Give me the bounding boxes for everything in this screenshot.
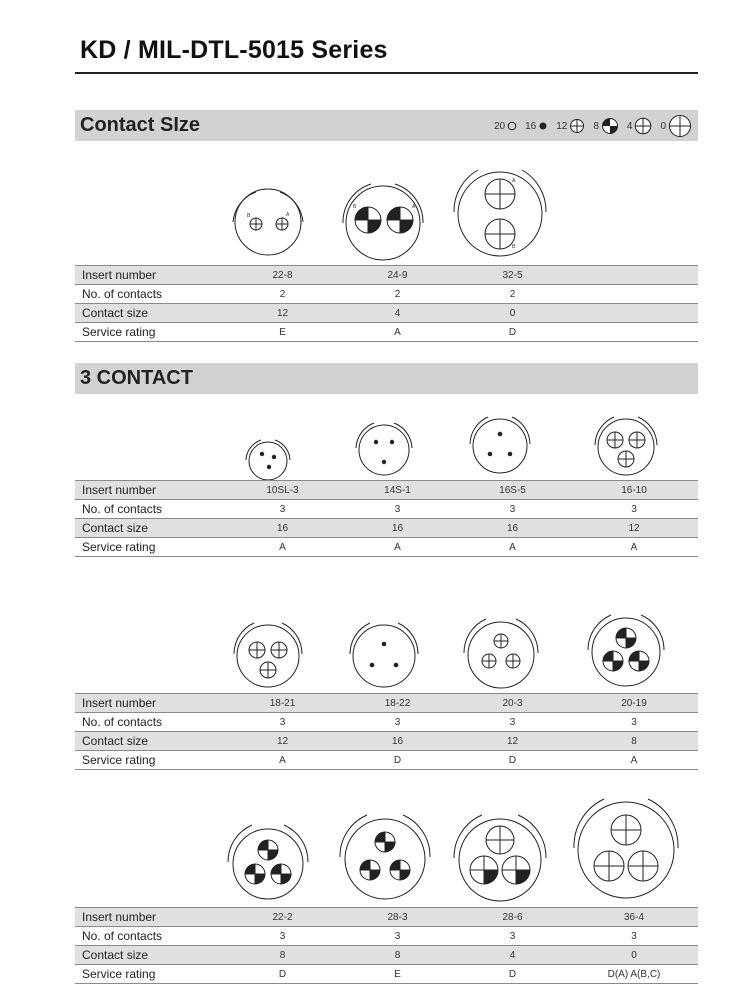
cell: A	[225, 751, 340, 770]
row-contact-size	[75, 304, 698, 323]
legend-item-16	[525, 121, 548, 132]
legend-label: 4	[626, 120, 633, 132]
cell: A	[570, 538, 698, 557]
cell: 32-5	[455, 266, 570, 285]
row-contact-size	[75, 519, 698, 538]
cell: 16-10	[570, 481, 698, 500]
pin-label: A	[286, 212, 290, 218]
insert-drawing-14s-1	[354, 420, 414, 480]
cell: 16	[225, 519, 340, 538]
cell: 12	[455, 732, 570, 751]
cell: 24-9	[340, 266, 455, 285]
cell: 16	[340, 732, 455, 751]
cell-empty	[570, 285, 698, 304]
cell: 3	[340, 713, 455, 732]
cell: 18-22	[340, 694, 455, 713]
cell: 20-19	[570, 694, 698, 713]
legend-item-4	[627, 117, 653, 135]
cell: 4	[455, 946, 570, 965]
label-insert-number: Insert number	[75, 908, 225, 927]
cell: D	[455, 751, 570, 770]
insert-drawing-16-10	[593, 414, 659, 480]
cell: 3	[570, 713, 698, 732]
three-contact-banner	[75, 363, 698, 394]
insert-drawing-20-3	[462, 616, 540, 694]
label-no-of-contacts: No. of contacts	[75, 927, 225, 946]
label-insert-number: Insert number	[75, 266, 225, 285]
insert-drawing-32-5	[452, 166, 548, 262]
cell: A	[225, 538, 340, 557]
cell-empty	[570, 304, 698, 323]
legend-label: 20	[493, 120, 506, 132]
cell: 16S-5	[455, 481, 570, 500]
insert-drawing-18-21	[232, 620, 304, 692]
pin-label: A	[412, 204, 416, 210]
pin-label: A	[512, 178, 516, 184]
crosshair-circle-icon	[634, 117, 652, 135]
cell: 3	[455, 927, 570, 946]
cell: 2	[455, 285, 570, 304]
label-contact-size: Contact size	[75, 304, 225, 323]
legend-item-20	[494, 121, 517, 132]
legend-label: 16	[525, 120, 537, 132]
cell: 3	[225, 713, 340, 732]
row-no-of-contacts	[75, 927, 698, 946]
cell: 28-3	[340, 908, 455, 927]
row-contact-size	[75, 946, 698, 965]
cell: 4	[340, 304, 455, 323]
cell: A	[455, 538, 570, 557]
row-insert-number	[75, 908, 698, 927]
insert-drawing-22-2	[226, 822, 310, 906]
cell: 3	[455, 713, 570, 732]
cell: 12	[570, 519, 698, 538]
cell: 12	[225, 304, 340, 323]
insert-drawing-10sl-3	[243, 436, 293, 486]
cell: 0	[570, 946, 698, 965]
label-contact-size: Contact size	[75, 946, 225, 965]
insert-drawing-36-4	[572, 796, 680, 904]
row-service-rating	[75, 323, 698, 342]
insert-drawing-24-9	[338, 178, 428, 268]
legend-item-8	[593, 117, 619, 135]
label-insert-number: Insert number	[75, 694, 225, 713]
row-service-rating	[75, 538, 698, 557]
insert-drawing-28-6	[452, 812, 548, 908]
insert-drawing-22-8	[228, 182, 308, 262]
cell: 8	[225, 946, 340, 965]
row-no-of-contacts	[75, 713, 698, 732]
legend-label: 12	[556, 120, 568, 132]
label-no-of-contacts: No. of contacts	[75, 500, 225, 519]
crosshair-circle-icon	[569, 118, 585, 134]
row-service-rating	[75, 965, 698, 984]
spec-table-three-contact-2	[75, 693, 698, 770]
label-no-of-contacts: No. of contacts	[75, 285, 225, 304]
contact-size-legend	[488, 116, 692, 136]
large-crosshair-circle-icon	[668, 114, 692, 138]
cell: 3	[225, 500, 340, 519]
row-contact-size	[75, 732, 698, 751]
insert-drawing-16s-5	[468, 414, 532, 478]
cell: 16	[340, 519, 455, 538]
cell: D	[455, 965, 570, 984]
cell: 3	[225, 927, 340, 946]
cell: 2	[225, 285, 340, 304]
cell: 8	[340, 946, 455, 965]
cell: 36-4	[570, 908, 698, 927]
label-service-rating: Service rating	[75, 751, 225, 770]
legend-label: 0	[660, 120, 666, 132]
label-service-rating: Service rating	[75, 538, 225, 557]
three-contact-heading: 3 CONTACT	[80, 367, 193, 389]
cell: D	[340, 751, 455, 770]
cell: 0	[455, 304, 570, 323]
pin-label: B	[353, 204, 357, 210]
spec-table-three-contact-1	[75, 480, 698, 557]
cell-empty	[570, 266, 698, 285]
page-title: KD / MIL-DTL-5015 Series	[80, 36, 388, 64]
cell: 3	[455, 500, 570, 519]
pin-label: B	[512, 244, 516, 250]
row-insert-number	[75, 694, 698, 713]
row-insert-number	[75, 266, 698, 285]
label-contact-size: Contact size	[75, 519, 225, 538]
cell: D	[455, 323, 570, 342]
cell: 3	[570, 500, 698, 519]
legend-label: 8	[593, 120, 599, 132]
spec-table-three-contact-3	[75, 907, 698, 984]
open-circle-icon	[507, 121, 517, 131]
contact-size-heading: Contact SIze	[80, 114, 201, 136]
row-no-of-contacts	[75, 500, 698, 519]
cell: D(A) A(B,C)	[570, 965, 698, 984]
row-service-rating	[75, 751, 698, 770]
row-no-of-contacts	[75, 285, 698, 304]
insert-drawing-18-22	[348, 620, 420, 692]
cell: 22-2	[225, 908, 340, 927]
insert-drawing-28-3	[338, 812, 432, 906]
cell: 8	[570, 732, 698, 751]
cell: 22-8	[225, 266, 340, 285]
cell: 3	[570, 927, 698, 946]
contact-size-banner	[75, 110, 698, 141]
cell: 10SL-3	[225, 481, 340, 500]
legend-item-12	[556, 118, 585, 134]
cell: A	[340, 538, 455, 557]
legend-item-0	[660, 114, 692, 138]
cell: E	[340, 965, 455, 984]
label-service-rating: Service rating	[75, 965, 225, 984]
label-service-rating: Service rating	[75, 323, 225, 342]
row-insert-number	[75, 481, 698, 500]
cell: 2	[340, 285, 455, 304]
cell: 14S-1	[340, 481, 455, 500]
cell: 12	[225, 732, 340, 751]
cell: 3	[340, 500, 455, 519]
label-insert-number: Insert number	[75, 481, 225, 500]
cell: 18-21	[225, 694, 340, 713]
cell: 16	[455, 519, 570, 538]
insert-drawing-20-19	[586, 612, 666, 692]
spec-table-contact-size	[75, 265, 698, 342]
pin-label: B	[247, 213, 251, 219]
cell: E	[225, 323, 340, 342]
cell: D	[225, 965, 340, 984]
cell: A	[340, 323, 455, 342]
filled-dot-icon	[538, 121, 548, 131]
cell: A	[570, 751, 698, 770]
quartered-circle-icon	[601, 117, 619, 135]
cell: 3	[340, 927, 455, 946]
cell: 28-6	[455, 908, 570, 927]
title-rule	[75, 72, 698, 74]
label-no-of-contacts: No. of contacts	[75, 713, 225, 732]
cell-empty	[570, 323, 698, 342]
cell: 20-3	[455, 694, 570, 713]
label-contact-size: Contact size	[75, 732, 225, 751]
